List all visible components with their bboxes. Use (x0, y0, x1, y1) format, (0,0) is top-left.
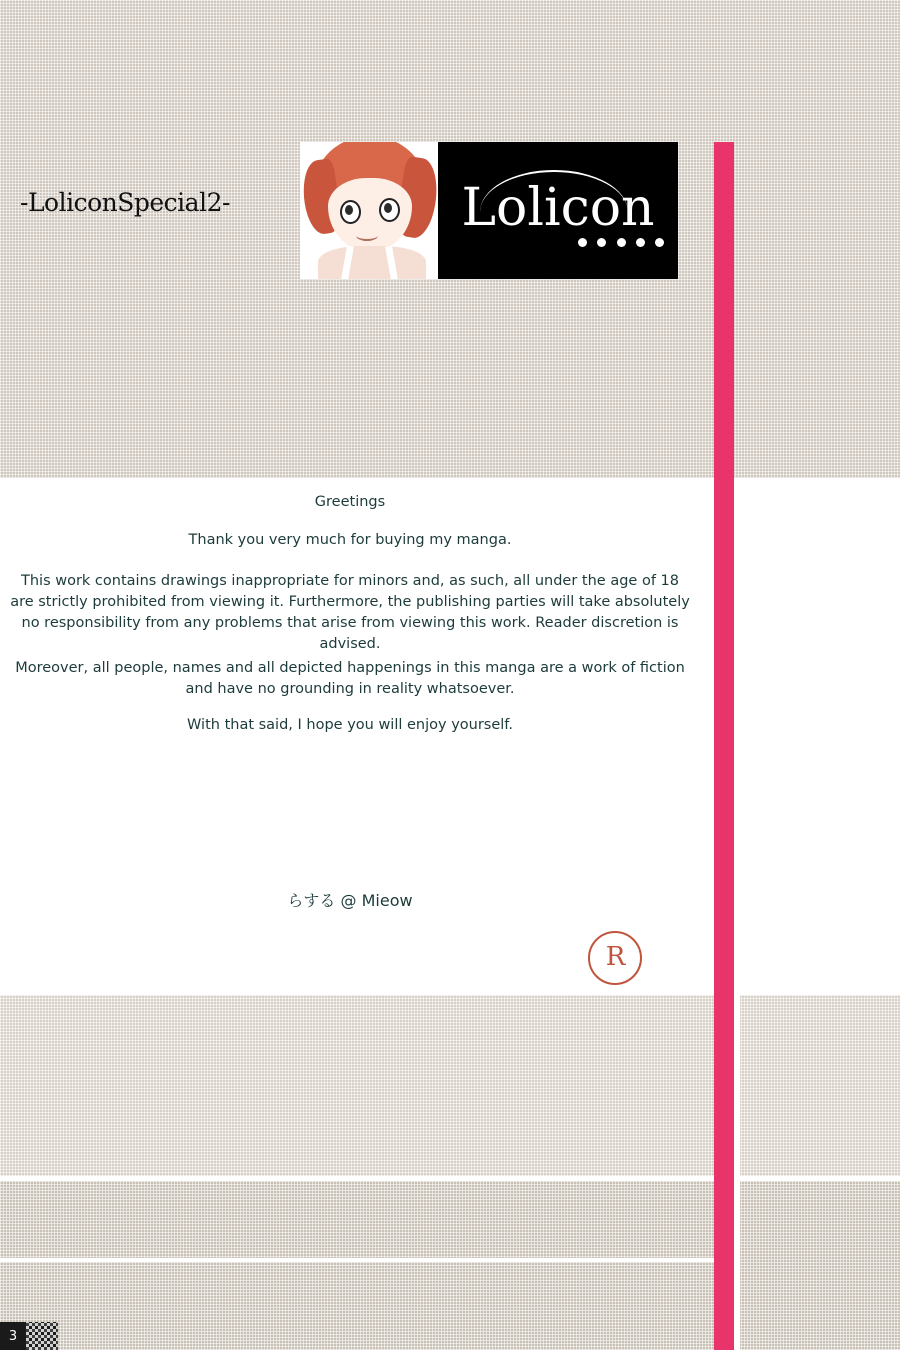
greetings-paragraph-1: This work contains drawings inappropriate for minors and, as such, all under the age of 18 are strictly prohibited from viewing it. Furthermore, the publishing parties will take absolutely no responsibility from any problems that arise from viewing this work. Reader discretion is advised. (10, 573, 690, 652)
greetings-panel (0, 478, 714, 995)
mouth-shape (356, 230, 378, 241)
greetings-paragraph-3: With that said, I hope you will enjoy yourself. (187, 717, 513, 733)
girl-illustration (300, 142, 438, 279)
lolicon-logo (438, 142, 678, 279)
logo-dots (578, 238, 664, 247)
greetings-paragraph-2: Moreover, all people, names and all depicted happenings in this manga are a work of fiction and have no grounding in reality whatsoever. (15, 660, 685, 697)
pupil-left (345, 205, 353, 215)
gutter-horizontal-lower (0, 1258, 734, 1262)
checker-decoration (26, 1322, 58, 1350)
greetings-thanks: Thank you very much for buying my manga. (188, 532, 512, 548)
body-shape (318, 246, 426, 279)
rating-stamp-letter: R (605, 942, 625, 972)
gutter-horizontal-upper (0, 1176, 900, 1181)
author-signature: らする @ Mieow (287, 891, 413, 910)
rating-stamp (588, 931, 642, 985)
texture-panel-bottom-band (0, 1180, 900, 1350)
logo-dot (578, 238, 587, 247)
pupil-right (384, 203, 392, 213)
logo-dot (617, 238, 626, 247)
logo-dot (597, 238, 606, 247)
logo-dot (655, 238, 664, 247)
page-title: -LoliconSpecial2- (20, 188, 230, 217)
accent-bar (714, 142, 734, 1350)
gutter-vertical (734, 995, 740, 1350)
page-number: 3 (0, 1322, 26, 1350)
logo-dot (636, 238, 645, 247)
greetings-heading: Greetings (314, 494, 386, 510)
logo-wordmark: Lolicon (461, 178, 655, 238)
